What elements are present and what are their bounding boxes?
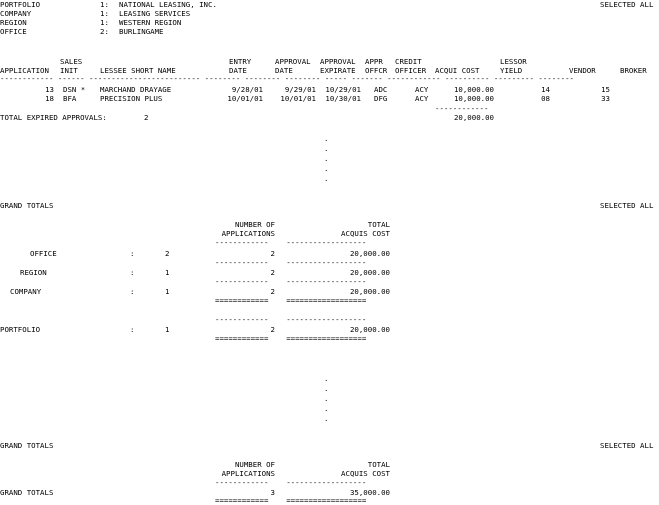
header-label-company: COMPANY bbox=[0, 9, 32, 18]
row-vendor: 33 bbox=[601, 94, 610, 103]
header-label-region: REGION bbox=[0, 18, 27, 27]
grand-total-apps: 3 bbox=[270, 488, 275, 497]
total-apps-company: 2 bbox=[270, 287, 275, 296]
total-label-office: OFFICE bbox=[30, 249, 57, 258]
total-apps-region: 2 bbox=[270, 268, 275, 277]
col-sales-1: SALES bbox=[60, 57, 83, 66]
header-name-portfolio: NATIONAL LEASING, INC. bbox=[119, 0, 217, 9]
header-acquis-cost: ACQUIS COST bbox=[341, 469, 390, 478]
row-offcr: ADC bbox=[374, 85, 388, 94]
total-colon: : bbox=[130, 268, 135, 277]
selected-all-label: SELECTED ALL bbox=[600, 0, 654, 9]
total-code-company: 1 bbox=[165, 287, 170, 296]
row-init: BFA bbox=[63, 94, 77, 103]
row-cost: 10,000.00 bbox=[453, 85, 494, 94]
total-expired-count: 2 bbox=[144, 113, 149, 122]
total-colon: : bbox=[130, 249, 135, 258]
grand-total-cost: 35,000.00 bbox=[349, 488, 390, 497]
col-acqui-cost: ACQUI COST bbox=[435, 66, 480, 75]
total-code-office: 2 bbox=[165, 249, 170, 258]
header-number-of: NUMBER OF bbox=[234, 460, 275, 469]
row-lessee: MARCHAND DRAYAGE bbox=[100, 85, 172, 94]
row-yield: 14 bbox=[541, 85, 550, 94]
header-name-company: LEASING SERVICES bbox=[119, 9, 191, 18]
header-label-office: OFFICE bbox=[0, 27, 27, 36]
total-cost-company: 20,000.00 bbox=[349, 287, 390, 296]
header-name-region: WESTERN REGION bbox=[119, 18, 182, 27]
header-underline: ------------ ------------------ bbox=[215, 238, 367, 247]
row-underline: ------------ ------------------ bbox=[215, 258, 367, 267]
row-double-underline: ============ ================== bbox=[215, 296, 367, 305]
col-expirate-1: APPROVAL bbox=[320, 57, 356, 66]
total-label-region: REGION bbox=[20, 268, 47, 277]
col-offcr-2: OFFCR bbox=[365, 66, 388, 75]
row-yield: 08 bbox=[541, 94, 550, 103]
row-expirate: 10/29/01 bbox=[325, 85, 361, 94]
grand-total-label: GRAND TOTALS bbox=[0, 488, 54, 497]
col-application: APPLICATION bbox=[0, 66, 49, 75]
row-app: 18 bbox=[45, 94, 54, 103]
row-officer: ACY bbox=[415, 85, 429, 94]
row-double-underline: ============ ================== bbox=[215, 334, 367, 343]
header-label-portfolio: PORTFOLIO bbox=[0, 0, 41, 9]
header-applications: APPLICATIONS bbox=[221, 469, 275, 478]
selected-all-label: SELECTED ALL bbox=[600, 201, 654, 210]
row-vendor: 15 bbox=[601, 85, 610, 94]
header-code-company: 1: bbox=[100, 9, 109, 18]
col-approval-1: APPROVAL bbox=[275, 57, 311, 66]
row-underline: ------------ ------------------ bbox=[215, 277, 367, 286]
col-lessee: LESSEE SHORT NAME bbox=[100, 66, 176, 75]
col-sales-2: INIT bbox=[60, 66, 78, 75]
col-expirate-2: EXPIRATE bbox=[320, 66, 356, 75]
header-applications: APPLICATIONS bbox=[221, 229, 275, 238]
row-init: DSN * bbox=[63, 85, 86, 94]
total-apps-office: 2 bbox=[270, 249, 275, 258]
row-officer: ACY bbox=[415, 94, 429, 103]
header-total: TOTAL bbox=[367, 220, 390, 229]
total-code-region: 1 bbox=[165, 268, 170, 277]
total-code-portfolio: 1 bbox=[165, 325, 170, 334]
col-broker: BROKER bbox=[620, 66, 647, 75]
total-expired-cost: 20,000.00 bbox=[453, 113, 494, 122]
row-cost: 10,000.00 bbox=[453, 94, 494, 103]
header-name-office: BURLINGAME bbox=[119, 27, 164, 36]
row-approval: 10/01/01 bbox=[280, 94, 316, 103]
col-credit-1: CREDIT bbox=[395, 57, 422, 66]
row-entry: 9/28/01 bbox=[231, 85, 263, 94]
header-underline: ------------ ------------------ bbox=[215, 478, 367, 487]
header-code-office: 2: bbox=[100, 27, 109, 36]
header-total: TOTAL bbox=[367, 460, 390, 469]
col-entry-2: DATE bbox=[229, 66, 247, 75]
total-cost-portfolio: 20,000.00 bbox=[349, 325, 390, 334]
total-expired-label: TOTAL EXPIRED APPROVALS: bbox=[0, 113, 107, 122]
total-colon: : bbox=[130, 325, 135, 334]
selected-all-label: SELECTED ALL bbox=[600, 441, 654, 450]
total-cost-region: 20,000.00 bbox=[349, 268, 390, 277]
row-lessee: PRECISION PLUS bbox=[100, 94, 163, 103]
row-approval: 9/29/01 bbox=[284, 85, 316, 94]
header-number-of: NUMBER OF bbox=[234, 220, 275, 229]
row-double-underline: ============ ================== bbox=[215, 496, 367, 505]
header-code-region: 1: bbox=[100, 18, 109, 27]
col-approval-2: DATE bbox=[275, 66, 293, 75]
total-apps-portfolio: 2 bbox=[270, 325, 275, 334]
grand-totals-title: GRAND TOTALS bbox=[0, 441, 54, 450]
col-credit-2: OFFICER bbox=[395, 66, 427, 75]
header-code-portfolio: 1: bbox=[100, 0, 109, 9]
continuation-dots: . . . . . bbox=[324, 134, 329, 183]
total-underline: ------------ bbox=[435, 104, 489, 113]
row-underline: ------------ ------------------ bbox=[215, 315, 367, 324]
total-cost-office: 20,000.00 bbox=[349, 249, 390, 258]
row-entry: 10/01/01 bbox=[227, 94, 263, 103]
total-colon: : bbox=[130, 287, 135, 296]
col-entry-1: ENTRY bbox=[229, 57, 252, 66]
header-acquis-cost: ACQUIS COST bbox=[341, 229, 390, 238]
continuation-dots: . . . . . bbox=[324, 374, 329, 423]
grand-totals-title: GRAND TOTALS bbox=[0, 201, 54, 210]
col-vendor: VENDOR bbox=[569, 66, 596, 75]
row-expirate: 10/30/01 bbox=[325, 94, 361, 103]
col-lessor-2: YIELD bbox=[500, 66, 523, 75]
column-underline: ------------ ------ ------------------------- -------- -------- -------- ----- ------- ------------ ---------- --------- -------- bbox=[0, 74, 574, 83]
total-label-portfolio: PORTFOLIO bbox=[0, 325, 41, 334]
col-offcr-1: APPR bbox=[365, 57, 383, 66]
total-label-company: COMPANY bbox=[10, 287, 42, 296]
col-lessor-1: LESSOR bbox=[500, 57, 527, 66]
row-offcr: DFG bbox=[374, 94, 388, 103]
row-app: 13 bbox=[45, 85, 54, 94]
